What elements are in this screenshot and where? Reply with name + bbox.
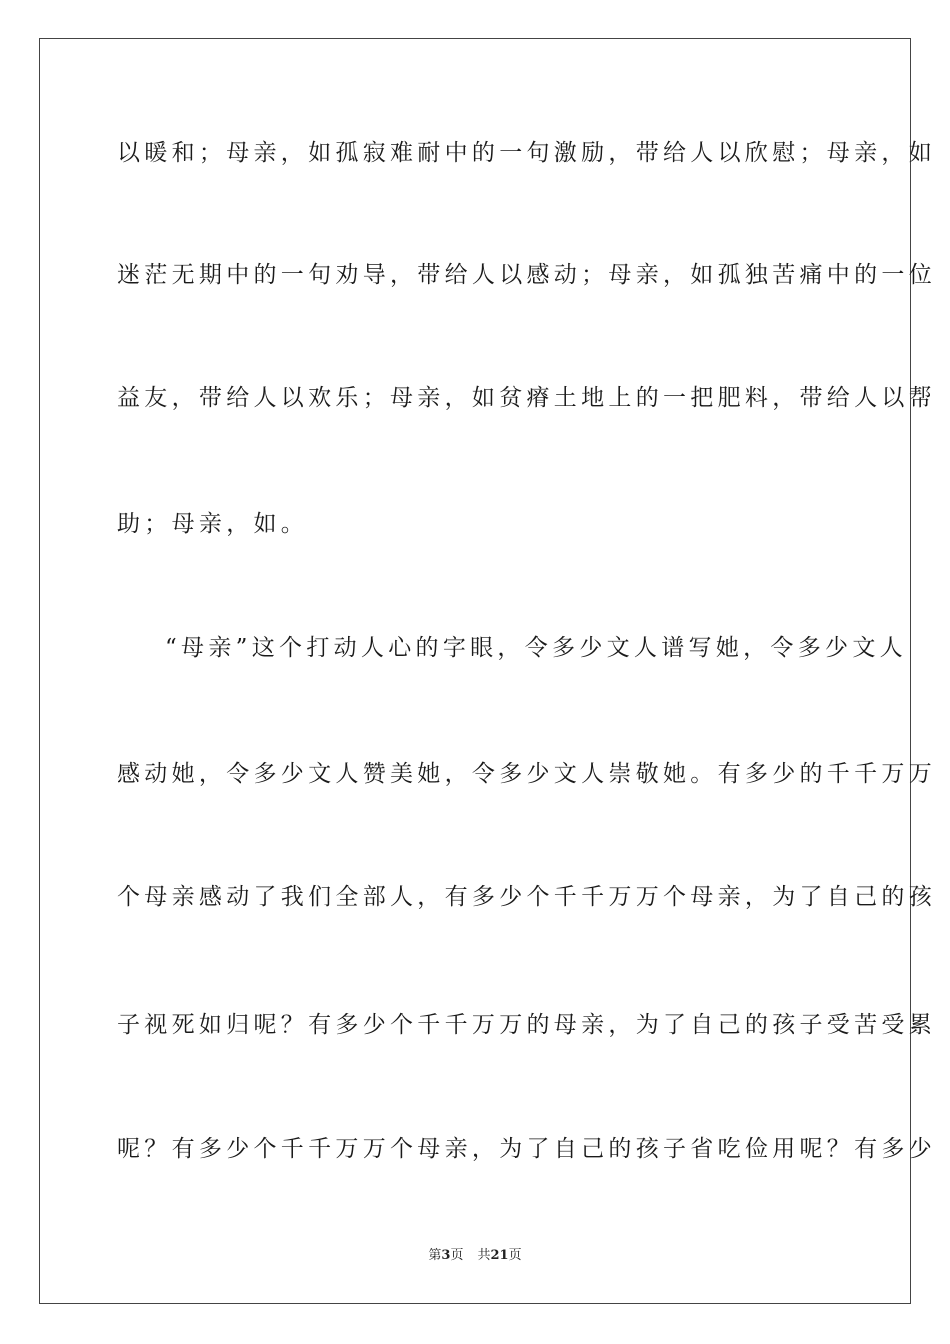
page-border <box>39 38 936 1304</box>
total-prefix: 共 <box>477 1248 491 1263</box>
paragraph-line: 助；母亲，如。 <box>117 511 309 537</box>
total-suffix: 页 <box>508 1248 522 1263</box>
total-pages: 21 <box>490 1248 509 1263</box>
page-footer <box>0 1247 950 1265</box>
paragraph-line: 迷茫无期中的一句劝导，带给人以感动；母亲，如孤独苦痛中的一位 <box>117 262 936 288</box>
paragraph-line: 以暖和；母亲，如孤寂难耐中的一句激励，带给人以欣慰；母亲，如 <box>117 140 936 166</box>
paragraph-line: 个母亲感动了我们全部人，有多少个千千万万个母亲，为了自己的孩 <box>117 884 936 910</box>
page-prefix: 第 <box>428 1248 442 1263</box>
paragraph-line: 感动她，令多少文人赞美她，令多少文人崇敬她。有多少的千千万万 <box>117 761 936 787</box>
paragraph-line: 子视死如归呢？有多少个千千万万的母亲，为了自己的孩子受苦受累 <box>117 1012 936 1038</box>
paragraph-line: 呢？有多少个千千万万个母亲，为了自己的孩子省吃俭用呢？有多少 <box>117 1136 936 1162</box>
paragraph-line: “母亲”这个打动人心的字眼，令多少文人谱写她，令多少文人 <box>165 635 907 661</box>
page-suffix: 页 <box>450 1248 464 1263</box>
page-number: 3 <box>441 1248 451 1263</box>
paragraph-line: 益友，带给人以欢乐；母亲，如贫瘠土地上的一把肥料，带给人以帮 <box>117 385 936 411</box>
